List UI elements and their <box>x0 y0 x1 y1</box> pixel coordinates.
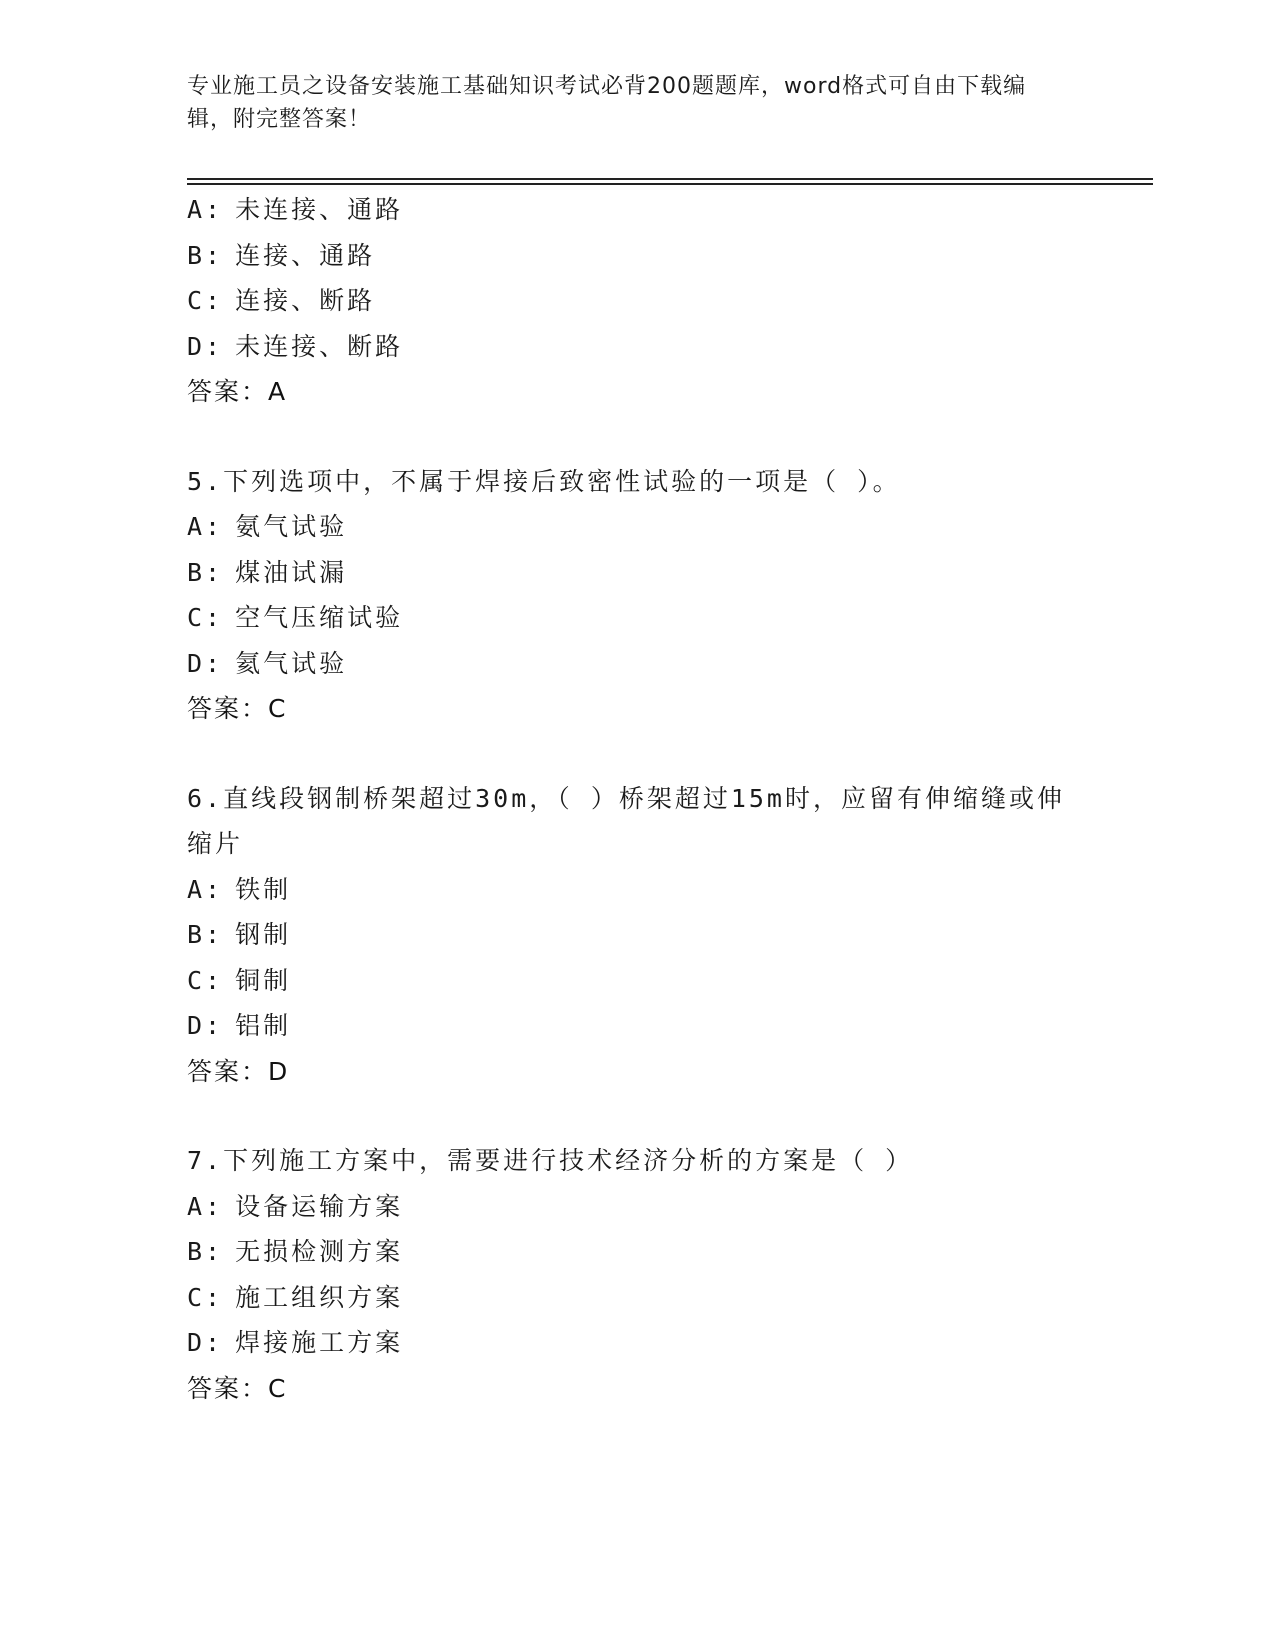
header-divider-top <box>187 178 1153 180</box>
option-c <box>187 958 1067 1004</box>
answer-line <box>187 369 1067 415</box>
question-stem <box>187 1138 1067 1184</box>
option-key: B: <box>187 920 224 949</box>
option-b <box>187 912 1067 958</box>
option-text: 钢制 <box>235 920 292 949</box>
option-d <box>187 641 1067 687</box>
option-text: 无损检测方案 <box>235 1237 404 1266</box>
option-a <box>187 187 1067 233</box>
option-a <box>187 1184 1067 1230</box>
option-key: C: <box>187 1282 224 1312</box>
option-key: A: <box>187 874 224 904</box>
spacer <box>187 1094 1067 1138</box>
answer-label: 答案： <box>187 694 269 723</box>
spacer <box>187 732 1067 776</box>
option-b <box>187 550 1067 596</box>
option-text: 施工组织方案 <box>235 1282 404 1312</box>
option-a <box>187 504 1067 550</box>
option-key: C: <box>187 286 224 315</box>
spacer <box>187 415 1067 459</box>
document-title: 专业施工员之设备安装施工基础知识考试必背200题题库，word格式可自由下载编辑，附完整答案！ <box>187 74 1027 132</box>
option-text: 氦气试验 <box>235 648 348 678</box>
question-number: 7. <box>187 1146 224 1175</box>
option-key: C: <box>187 965 224 995</box>
option-text: 连接、断路 <box>235 286 376 315</box>
option-key: C: <box>187 603 224 632</box>
option-b <box>187 233 1067 279</box>
answer-line <box>187 1049 1067 1095</box>
answer-label: 答案： <box>187 1056 269 1086</box>
option-key: A: <box>187 195 224 224</box>
option-text: 氨气试验 <box>235 512 348 541</box>
question-number: 5. <box>187 466 224 496</box>
question-block-5 <box>187 459 1067 732</box>
answer-value: D <box>268 1056 290 1086</box>
answer-line <box>187 1366 1067 1412</box>
question-text: 下列选项中，不属于焊接后致密性试验的一项是（ ）。 <box>223 466 901 496</box>
option-text: 连接、通路 <box>235 240 376 270</box>
option-text: 焊接施工方案 <box>235 1328 404 1357</box>
option-key: D: <box>187 331 224 361</box>
question-list <box>187 187 1067 1411</box>
option-key: D: <box>187 1011 224 1040</box>
option-text: 铁制 <box>235 874 292 904</box>
option-c <box>187 595 1067 641</box>
option-b <box>187 1229 1067 1275</box>
question-stem <box>187 776 1067 867</box>
question-stem <box>187 459 1067 505</box>
question-text: 直线段钢制桥架超过30m，（ ）桥架超过15m时，应留有伸缩缝或伸缩片 <box>187 783 1065 858</box>
option-d <box>187 1003 1067 1049</box>
option-key: B: <box>187 1237 224 1266</box>
answer-line <box>187 686 1067 732</box>
option-c <box>187 278 1067 324</box>
option-text: 空气压缩试验 <box>235 603 404 632</box>
option-d <box>187 324 1067 370</box>
answer-label: 答案： <box>187 1373 269 1403</box>
option-text: 未连接、通路 <box>235 195 404 224</box>
question-number: 6. <box>187 783 224 813</box>
option-text: 煤油试漏 <box>235 557 348 587</box>
answer-label: 答案： <box>187 377 269 406</box>
question-block-4 <box>187 187 1067 415</box>
option-key: D: <box>187 648 224 678</box>
answer-value: C <box>268 1373 288 1403</box>
answer-value: C <box>268 694 288 723</box>
option-text: 铜制 <box>235 965 292 995</box>
header-divider-bottom <box>187 183 1153 185</box>
option-a <box>187 867 1067 913</box>
option-key: A: <box>187 1191 224 1221</box>
answer-value: A <box>268 377 288 406</box>
option-key: B: <box>187 240 224 270</box>
option-text: 未连接、断路 <box>235 331 404 361</box>
option-text: 铝制 <box>235 1011 292 1040</box>
question-block-6 <box>187 776 1067 1095</box>
option-key: D: <box>187 1328 224 1357</box>
option-c <box>187 1275 1067 1321</box>
option-key: B: <box>187 557 224 587</box>
option-d <box>187 1320 1067 1366</box>
option-key: A: <box>187 512 224 541</box>
question-text: 下列施工方案中，需要进行技术经济分析的方案是（ ） <box>223 1146 914 1175</box>
question-block-7 <box>187 1138 1067 1411</box>
option-text: 设备运输方案 <box>235 1191 404 1221</box>
